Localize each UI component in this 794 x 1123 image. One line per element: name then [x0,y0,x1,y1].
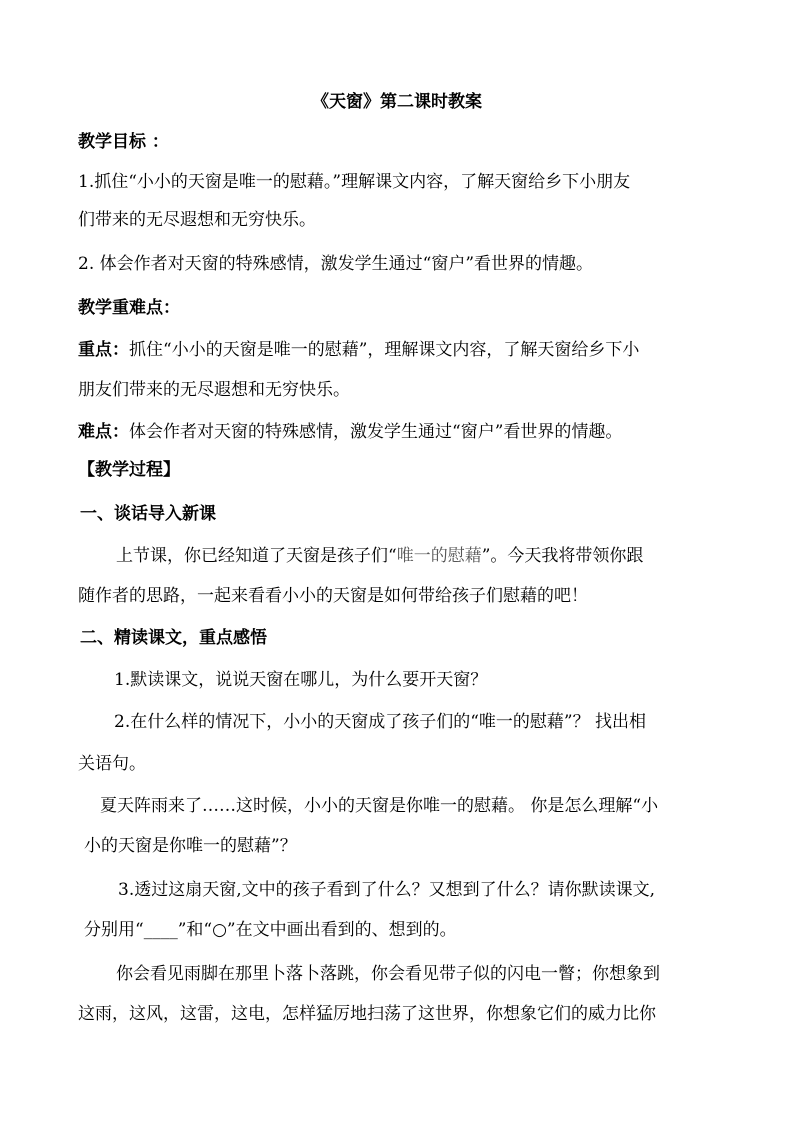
goal1-line2: 们带来的无尽遐想和无穷快乐。 [78,210,316,230]
process-heading: 【教学过程】 [78,460,180,480]
question2-line2: 关语句。 [78,754,146,774]
intro-line2: 随作者的思路，一起来看看小小的天窗是如何带给孩子们慰藉的吧！ [78,586,588,606]
key-point-text: 抓住“小小的天窗是唯一的慰藉”，理解课文内容，了解天窗给乡下小 [129,340,640,360]
question2-line1: 2.在什么样的情况下，小小的天窗成了孩子们的“唯一的慰藉”？ 找出相 [114,712,647,732]
key-point-label: 重点： [78,340,129,360]
intro-text-after: ”。今天我将带领你跟 [481,546,644,566]
summer-line1: 夏天阵雨来了……这时候，小小的天窗是你唯一的慰藉。 你是怎么理解“小 [100,796,659,816]
difficult-point [78,420,728,444]
goal1-line1: 1.抓住“小小的天窗是唯一的慰藉。”理解课文内容，了解天窗给乡下小朋友 [78,172,631,192]
rain-line1: 你会看见雨脚在那里卜落卜落跳，你会看见带子似的闪电一瞥；你想象到 [116,964,660,984]
section2-heading: 二、精读课文，重点感悟 [80,628,267,648]
section1-heading: 一、谈话导入新课 [80,504,216,524]
question3-line2: 分别用“____”和“○”在文中画出看到的、想到的。 [84,920,457,940]
intro-line1 [116,544,766,568]
difficult-point-text: 体会作者对天窗的特殊感情，激发学生通过“窗户”看世界的情趣。 [129,422,623,442]
summer-line2: 小的天窗是你唯一的慰藉”？ [84,836,297,856]
goal2: 2. 体会作者对天窗的特殊感情，激发学生通过“窗户”看世界的情趣。 [78,254,594,274]
question1: 1.默读课文，说说天窗在哪儿，为什么要开天窗？ [114,670,488,690]
document-title: 《天窗》第二课时教案 [312,92,482,112]
key-point-line1 [78,338,728,362]
goals-heading: 教学目标 ： [78,132,169,152]
intro-text-before: 上节课，你已经知道了天窗是孩子们“ [116,546,397,566]
keypoints-heading: 教学重难点： [78,298,180,318]
intro-quote: 唯一的慰藉 [396,546,482,566]
question3-line1: 3.透过这扇天窗,文中的孩子看到了什么？又想到了什么？请你默读课文, [118,880,656,900]
rain-line2: 这雨，这风，这雷，这电，怎样猛厉地扫荡了这世界，你想象它们的威力比你 [78,1004,656,1024]
key-point-line2: 朋友们带来的无尽遐想和无穷快乐。 [78,380,350,400]
difficult-point-label: 难点： [78,422,129,442]
